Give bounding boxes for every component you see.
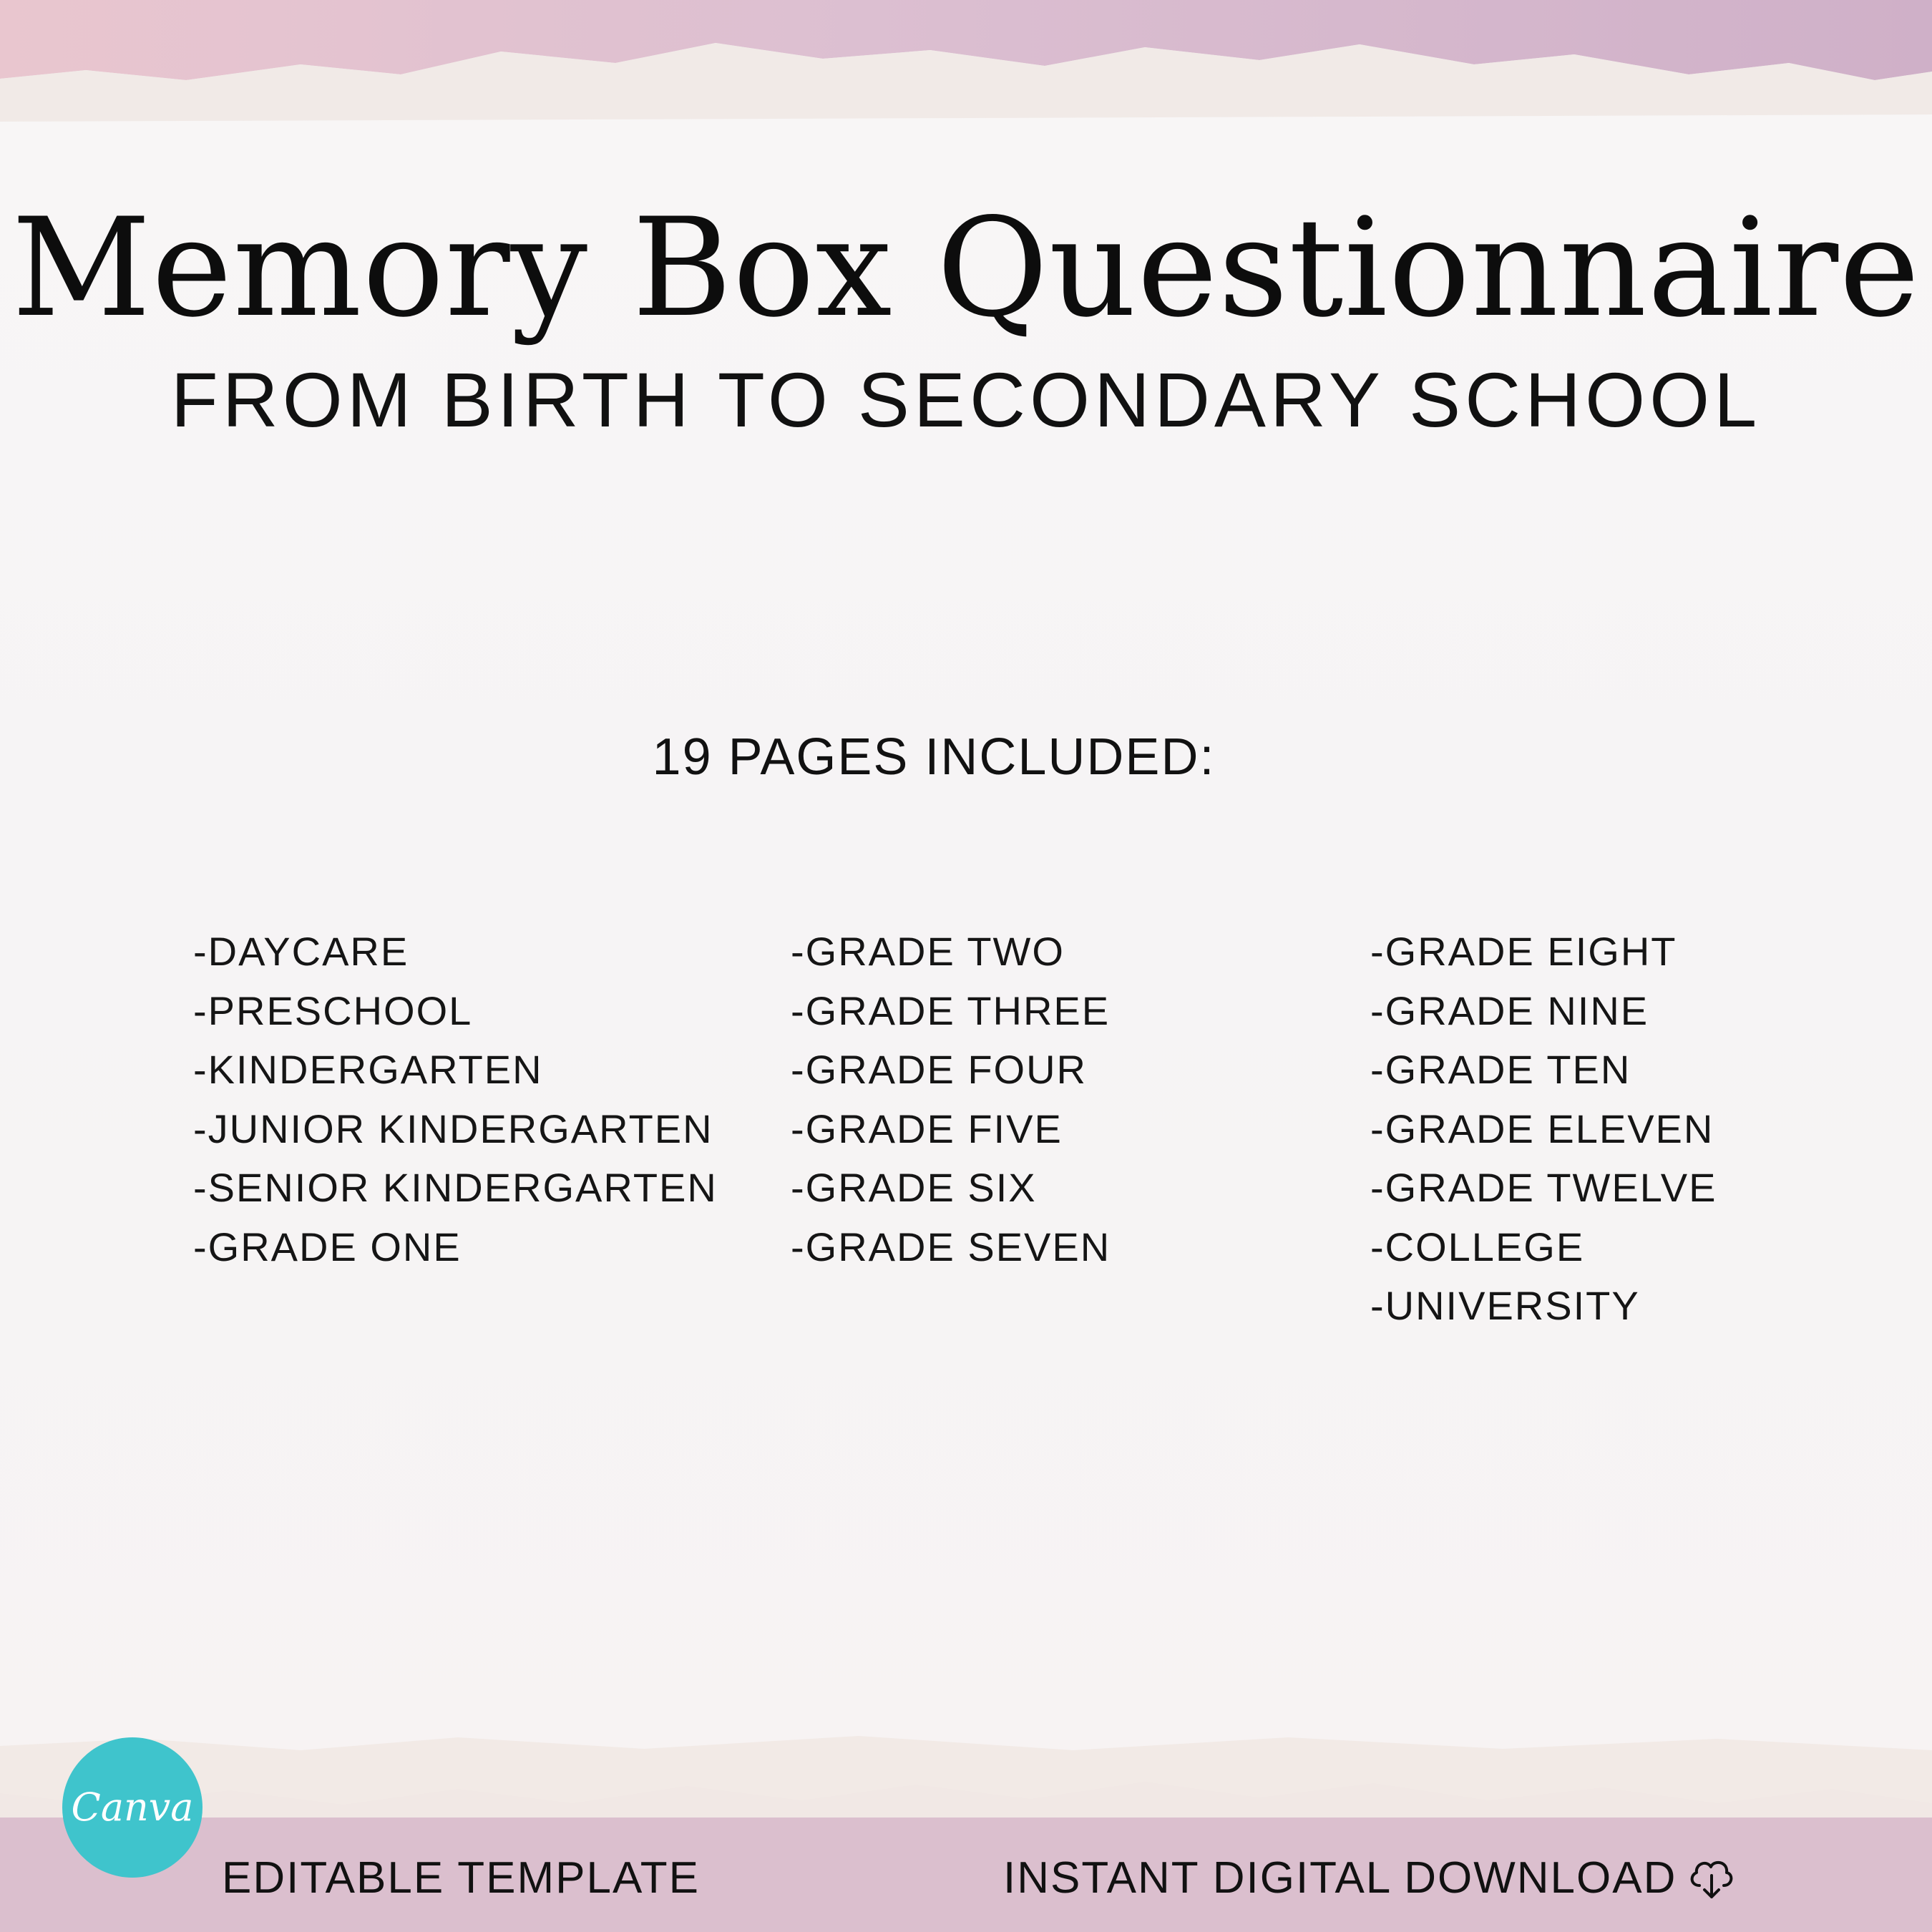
list-item: -GRADE TWELVE [1370,1165,1717,1210]
editable-template-label: EDITABLE TEMPLATE [222,1853,700,1903]
list-item: -GRADE TEN [1370,1047,1631,1092]
list-item: -JUNIOR KINDERGARTEN [193,1106,713,1151]
list-item: -GRADE SIX [791,1165,1037,1210]
list-item: -GRADE TWO [791,929,1065,974]
instant-download-label: INSTANT DIGITAL DOWNLOAD [1003,1853,1677,1903]
cloud-download-icon [1685,1850,1737,1901]
page-list-column-2 [791,929,1111,1283]
list-item: -GRADE ELEVEN [1370,1106,1714,1151]
list-item: -UNIVERSITY [1370,1283,1640,1328]
list-item: -GRADE ONE [193,1224,462,1269]
list-item: -GRADE FIVE [791,1106,1063,1151]
page-list-column-1 [193,929,718,1283]
list-item: -DAYCARE [193,929,409,974]
list-item: -GRADE EIGHT [1370,929,1677,974]
list-item: -GRADE FOUR [791,1047,1087,1092]
list-item: -COLLEGE [1370,1224,1585,1269]
page-subtitle: FROM BIRTH TO SECONDARY SCHOOL [170,356,1762,443]
pages-included-heading: 19 PAGES INCLUDED: [652,728,1216,786]
list-item: -SENIOR KINDERGARTEN [193,1165,718,1210]
page-title: Memory Box Questionnaire [11,189,1921,347]
page-list-column-3 [1370,929,1717,1342]
list-item: -PRESCHOOL [193,987,473,1033]
canva-logo-text: Canva [71,1785,194,1830]
canva-logo-badge [62,1737,203,1878]
list-item: -KINDERGARTEN [193,1047,543,1092]
list-item: -GRADE THREE [791,987,1111,1033]
list-item: -GRADE NINE [1370,987,1649,1033]
list-item: -GRADE SEVEN [791,1224,1111,1269]
